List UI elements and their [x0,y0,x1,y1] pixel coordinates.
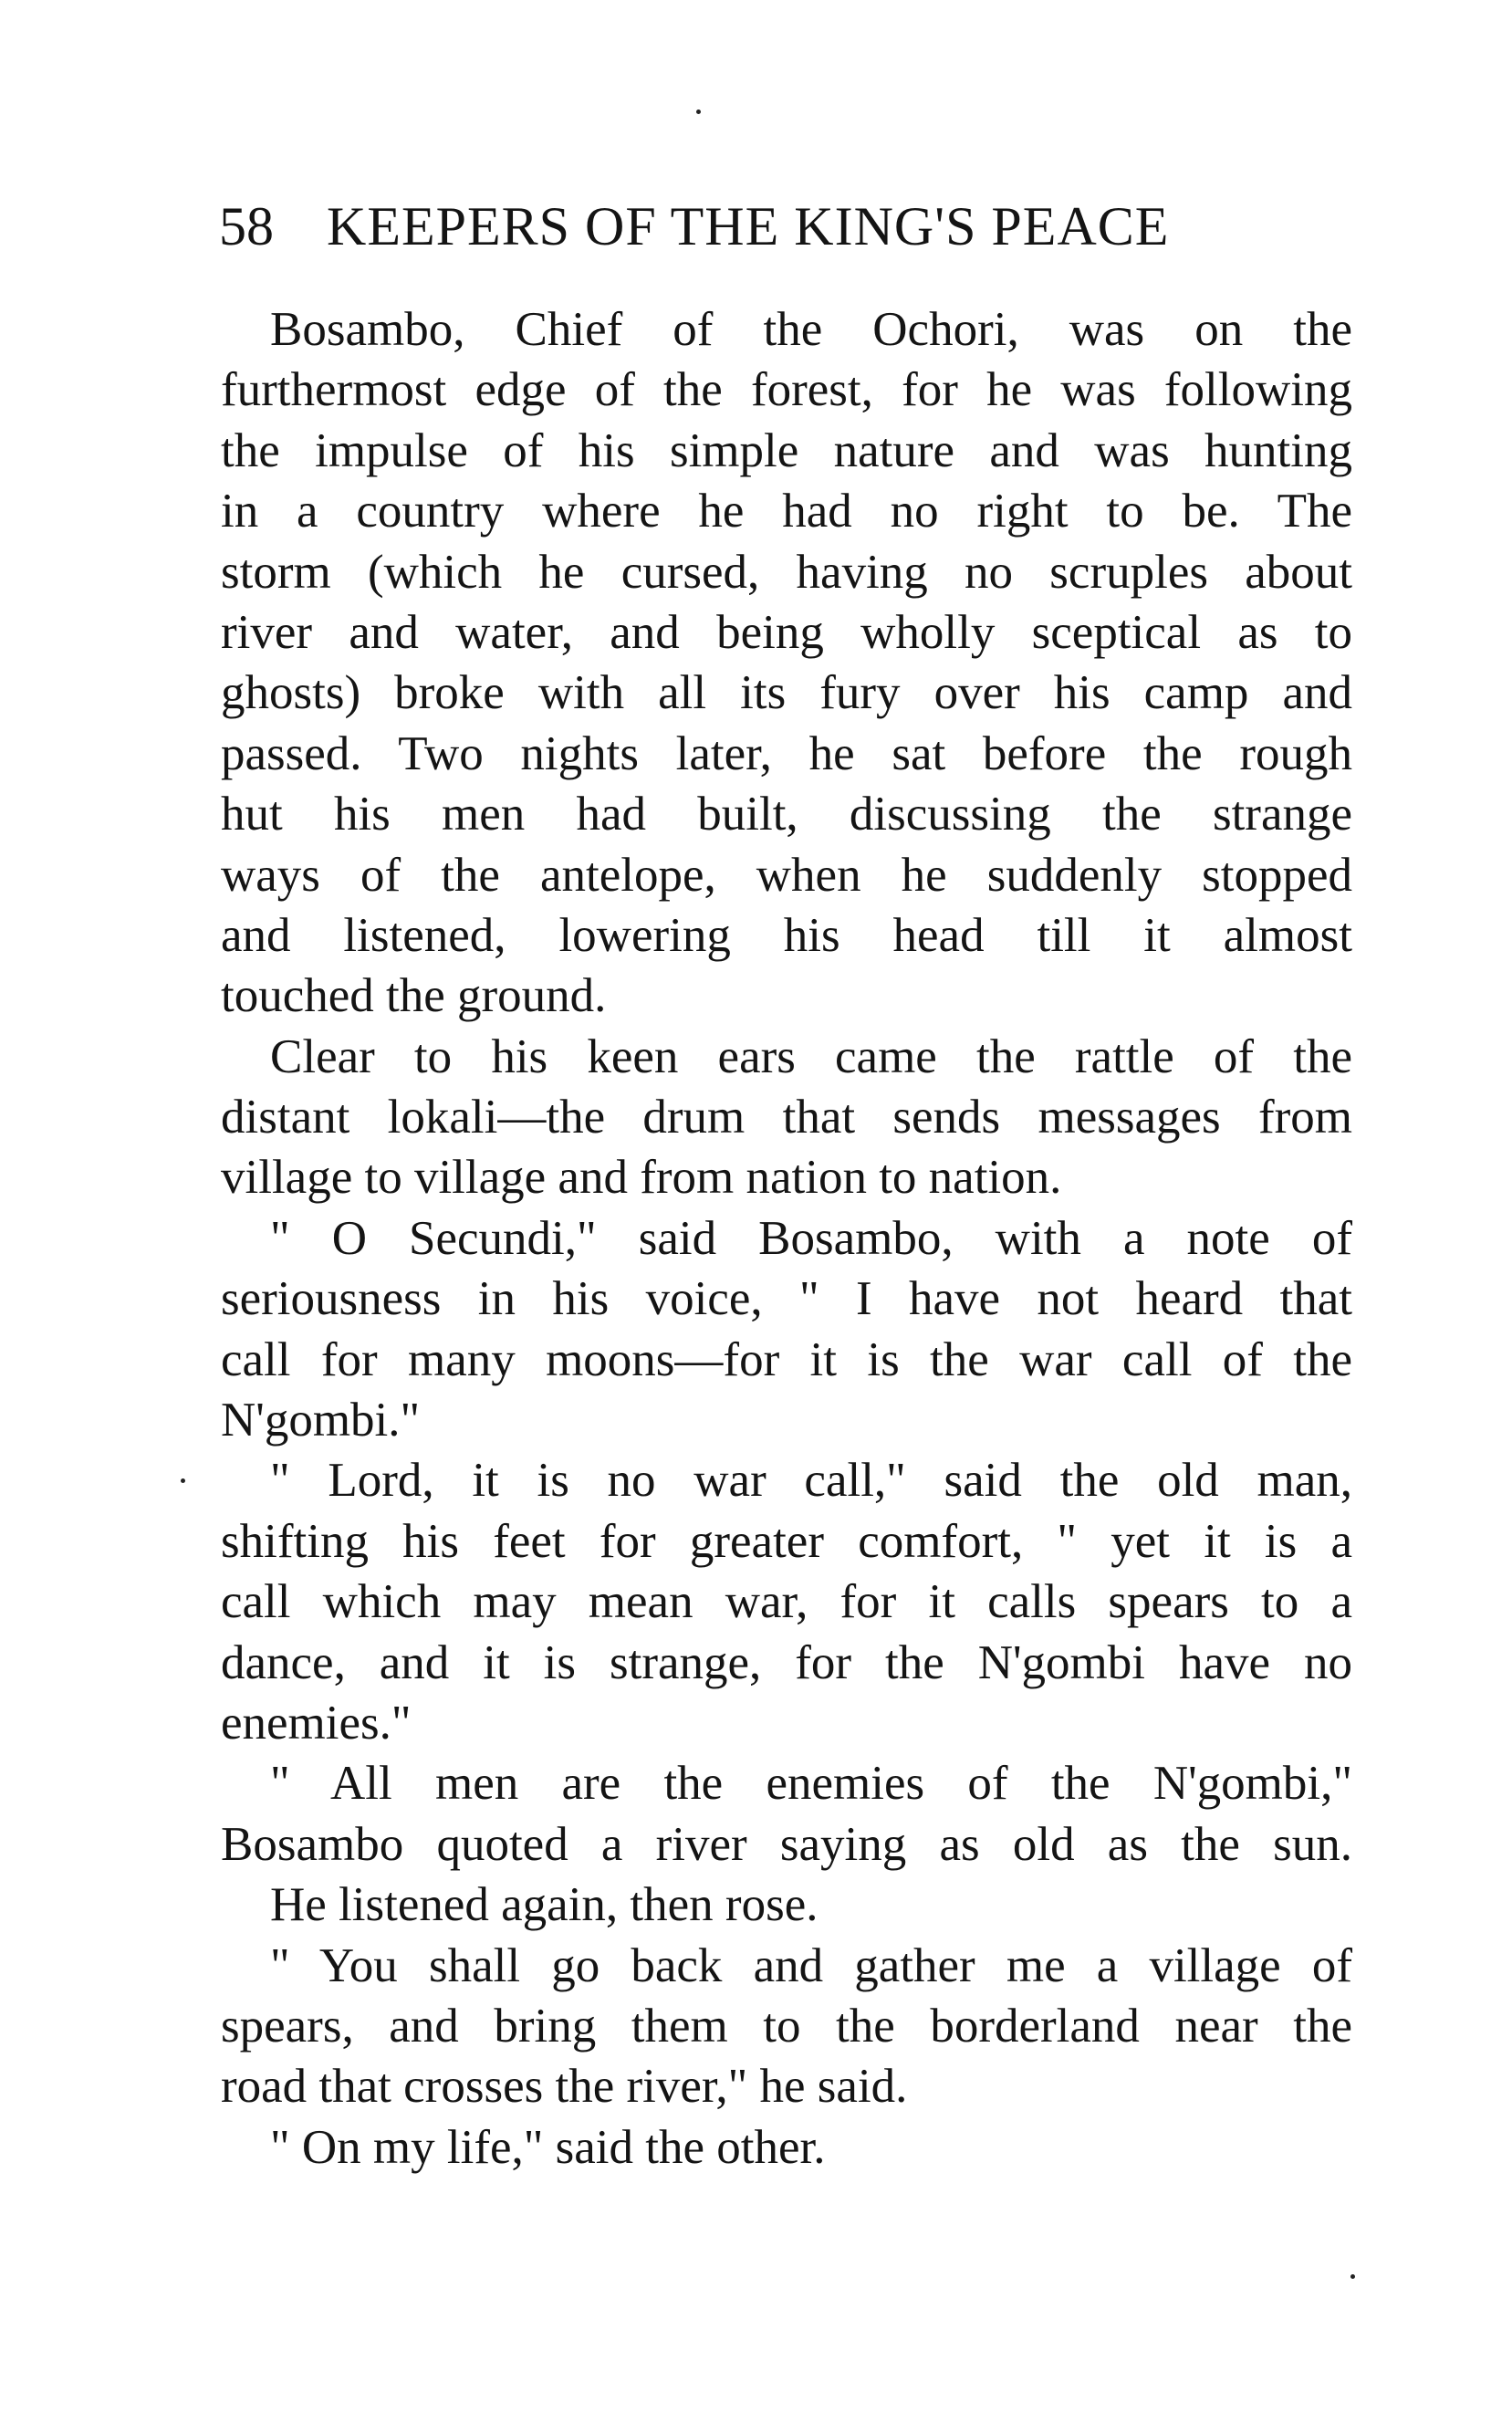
text-line: village to village and from nation to nation. [221,1151,1062,1205]
text-line: " All men are the enemies of the N'gombi," [270,1757,1352,1811]
text-line: He listened again, then rose. [270,1878,819,1932]
text-line: enemies." [221,1696,412,1750]
text-line: seriousness in his voice, " I have not heard that [221,1272,1352,1326]
print-speck [696,110,701,114]
text-line: distant lokali—the drum that sends messages from [221,1091,1352,1144]
text-line: call for many moons—for it is the war call of the [221,1332,1352,1386]
text-line: hut his men had built, discussing the strange [221,788,1352,841]
text-line: " O Secundi," said Bosambo, with a note of [270,1211,1352,1265]
text-line: dance, and it is strange, for the N'gombi have no [221,1635,1352,1689]
text-line: and listened, lowering his head till it almost [221,908,1352,962]
text-line: " Lord, it is no war call," said the old man, [270,1454,1352,1508]
text-line: storm (which he cursed, having no scruples about [221,545,1352,599]
print-speck [181,1478,185,1483]
print-speck [1350,2274,1355,2279]
page-number: 58 [219,196,274,256]
text-line: " On my life," said the other. [270,2120,826,2174]
text-line: shifting his feet for greater comfort, " yet it is a [221,1514,1352,1568]
page-header [219,190,1350,263]
text-line: touched the ground. [221,969,607,1023]
text-line: spears, and bring them to the borderland near the [221,1999,1352,2053]
text-line: N'gombi." [221,1394,421,1447]
text-line: ways of the antelope, when he suddenly stopped [221,848,1352,902]
text-line: road that crosses the river," he said. [221,2060,908,2114]
text-line: Clear to his keen ears came the rattle of the [270,1029,1352,1083]
body-text [221,299,1352,2178]
text-line: passed. Two nights later, he sat before the rough [221,726,1352,780]
text-line: ghosts) broke with all its fury over his camp and [221,666,1352,720]
running-title: KEEPERS OF THE KING'S PEACE [327,196,1170,256]
text-line: " You shall go back and gather me a village of [270,1938,1352,1992]
text-line: the impulse of his simple nature and was hunting [221,423,1352,477]
text-line: call which may mean war, for it calls spears to a [221,1575,1352,1629]
text-line: Bosambo, Chief of the Ochori, was on the [270,303,1352,356]
text-line: furthermost edge of the forest, for he was following [221,363,1352,417]
text-line: Bosambo quoted a river saying as old as the sun. [221,1817,1352,1871]
text-line: in a country where he had no right to be. The [221,485,1352,538]
text-line: river and water, and being wholly sceptical as to [221,605,1352,659]
